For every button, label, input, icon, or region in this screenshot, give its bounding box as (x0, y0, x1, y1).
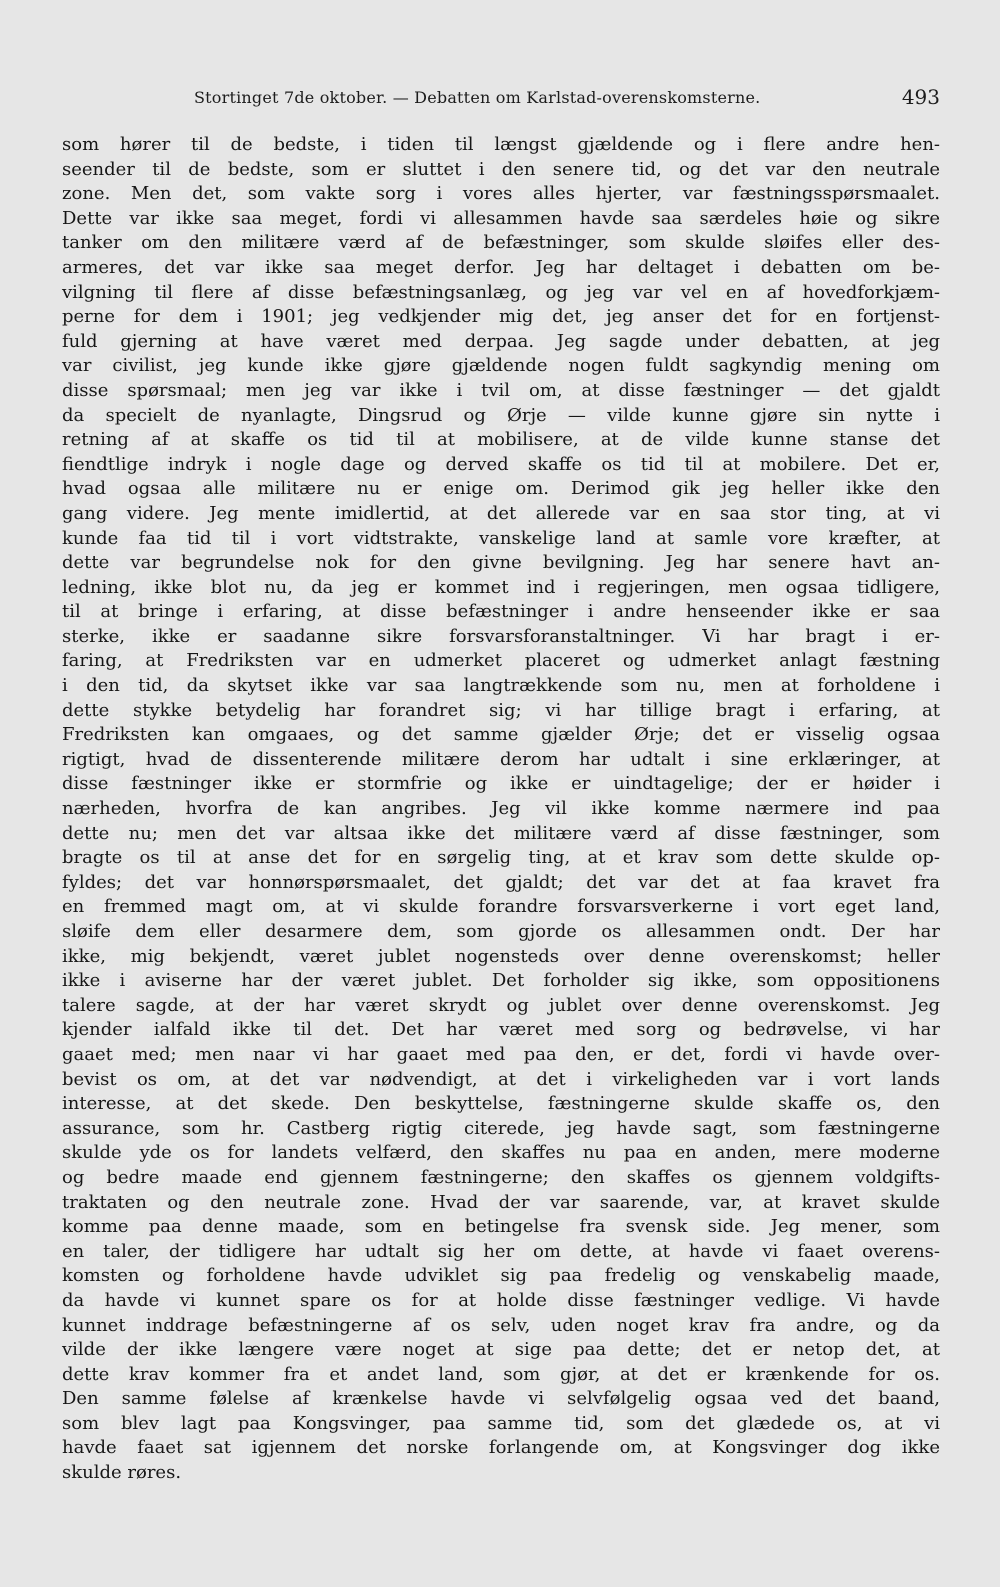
text-line: talere sagde, at der har været skrydt og jublet over denne overenskomst. Jeg (62, 994, 940, 1016)
running-head (60, 84, 940, 114)
text-line: dette nu; men det var altsaa ikke det militære værd af disse fæstninger, som (62, 822, 940, 844)
text-line: vilgning til flere af disse befæstningsanlæg, og jeg var vel en af hovedforkjæm- (62, 281, 940, 303)
text-line: var civilist, jeg kunde ikke gjøre gjældende nogen fuldt sagkyndig mening om (62, 355, 940, 377)
text-line: gaaet med; men naar vi har gaaet med paa den, er det, fordi vi havde over- (62, 1043, 940, 1065)
text-line: tanker om den militære værd af de befæstninger, som skulde sløifes eller des- (62, 232, 940, 254)
text-line: kunde faa tid til i vort vidtstrakte, vanskelige land at samle vore kræfter, at (62, 527, 940, 549)
text-line: kunnet inddrage befæstningerne af os selv, uden noget krav fra andre, og da (62, 1314, 940, 1336)
text-line: faring, at Fredriksten var en udmerket placeret og udmerket anlagt fæstning (62, 650, 940, 672)
text-line: fyldes; det var honnørspørsmaalet, det gjaldt; det var det at faa kravet fra (62, 871, 940, 893)
text-line: armeres, det var ikke saa meget derfor. Jeg har deltaget i debatten om be- (62, 256, 940, 278)
text-line: komsten og forholdene havde udviklet sig paa fredelig og venskabelig maade, (62, 1265, 940, 1287)
text-line: seender til de bedste, som er sluttet i den senere tid, og det var den neutrale (62, 158, 940, 180)
text-line: fuld gjerning at have været med derpaa. Jeg sagde under debatten, at jeg (62, 330, 940, 352)
text-line: traktaten og den neutrale zone. Hvad der var saarende, var, at kravet skulde (62, 1191, 940, 1213)
text-line: gang videre. Jeg mente imidlertid, at det allerede var en saa stor ting, at vi (62, 502, 940, 524)
text-line: da havde vi kunnet spare os for at holde disse fæstninger vedlige. Vi havde (62, 1289, 940, 1311)
text-line: dette krav kommer fra et andet land, som gjør, at det er krænkende for os. (62, 1363, 940, 1385)
text-line: zone. Men det, som vakte sorg i vores alles hjerter, var fæstningsspørsmaalet. (62, 183, 940, 205)
text-line: kjender ialfald ikke til det. Det har været med sorg og bedrøvelse, vi har (62, 1019, 940, 1041)
text-line: bragte os til at anse det for en sørgelig ting, at et krav som dette skulde op- (62, 847, 940, 869)
page-number: 493 (901, 85, 940, 109)
text-line: disse spørsmaal; men jeg var ikke i tvil om, at disse fæstninger — det gjaldt (62, 379, 940, 401)
text-line: en fremmed magt om, at vi skulde forandre forsvarsverkerne i vort eget land, (62, 896, 940, 918)
text-line: dette var begrundelse nok for den givne bevilgning. Jeg har senere havt an- (62, 552, 940, 574)
text-line: som blev lagt paa Kongsvinger, paa samme tid, som det glædede os, at vi (62, 1412, 940, 1434)
text-line: havde faaet sat igjennem det norske forlangende om, at Kongsvinger dog ikke (62, 1437, 940, 1459)
text-line: i den tid, da skytset ikke var saa langtrækkende som nu, men at forholdene i (62, 675, 940, 697)
text-line: en taler, der tidligere har udtalt sig her om dette, at havde vi faaet overens- (62, 1240, 940, 1262)
text-line: interesse, at det skede. Den beskyttelse, fæstningerne skulde skaffe os, den (62, 1093, 940, 1115)
text-line: dette stykke betydelig har forandret sig; vi har tillige bragt i erfaring, at (62, 699, 940, 721)
running-title: Stortinget 7de oktober. — Debatten om Karlstad-overenskomsterne. (194, 88, 761, 107)
text-line: som hører til de bedste, i tiden til længst gjældende og i flere andre hen- (62, 134, 940, 155)
text-line: skulde yde os for landets velfærd, den skaffes nu paa en anden, mere moderne (62, 1142, 940, 1164)
text-line: perne for dem i 1901; jeg vedkjender mig det, jeg anser det for en fortjenst- (62, 306, 940, 328)
text-line: Fredriksten kan omgaaes, og det samme gjælder Ørje; det er visselig ogsaa (62, 724, 940, 746)
text-line: til at bringe i erfaring, at disse befæstninger i andre henseender ikke er saa (62, 601, 940, 623)
text-line: nærheden, hvorfra de kan angribes. Jeg vil ikke komme nærmere ind paa (62, 798, 940, 820)
text-line: disse fæstninger ikke er stormfrie og ikke er uindtagelige; der er høider i (62, 773, 940, 795)
text-line: ledning, ikke blot nu, da jeg er kommet ind i regjeringen, men ogsaa tidligere, (62, 576, 940, 598)
text-line: Den samme følelse af krænkelse havde vi selvfølgelig ogsaa ved det baand, (62, 1388, 940, 1410)
text-line: rigtigt, hvad de dissenterende militære derom har udtalt i sine erklæringer, at (62, 748, 940, 770)
text-line: komme paa denne maade, som en betingelse fra svensk side. Jeg mener, som (62, 1216, 940, 1238)
text-line: skulde røres. (62, 1462, 182, 1484)
text-line: da specielt de nyanlagte, Dingsrud og Ørje — vilde kunne gjøre sin nytte i (62, 404, 940, 426)
body-text (62, 133, 940, 1486)
text-line: og bedre maade end gjennem fæstningerne; den skaffes os gjennem voldgifts- (62, 1166, 940, 1188)
text-line: Dette var ikke saa meget, fordi vi allesammen havde saa særdeles høie og sikre (62, 207, 940, 229)
text-line: bevist os om, at det var nødvendigt, at det i virkeligheden var i vort lands (62, 1068, 940, 1090)
text-line: vilde der ikke længere være noget at sige paa dette; det er netop det, at (62, 1339, 940, 1361)
text-line: ikke i aviserne har der været jublet. Det forholder sig ikke, som oppositionens (62, 970, 940, 992)
text-line: sløife dem eller desarmere dem, som gjorde os allesammen ondt. Der har (62, 921, 940, 942)
text-line: hvad ogsaa alle militære nu er enige om. Derimod gik jeg heller ikke den (62, 478, 940, 500)
text-line: assurance, som hr. Castberg rigtig citerede, jeg havde sagt, som fæstningerne (62, 1117, 940, 1139)
text-line: ikke, mig bekjendt, været jublet nogensteds over denne overenskomst; heller (62, 945, 940, 967)
text-line: sterke, ikke er saadanne sikre forsvarsforanstaltninger. Vi har bragt i er- (62, 625, 940, 647)
text-line: fiendtlige indryk i nogle dage og derved skaffe os tid til at mobilere. Det er, (62, 453, 940, 475)
text-line: retning af at skaffe os tid til at mobilisere, at de vilde kunne stanse det (62, 429, 940, 451)
